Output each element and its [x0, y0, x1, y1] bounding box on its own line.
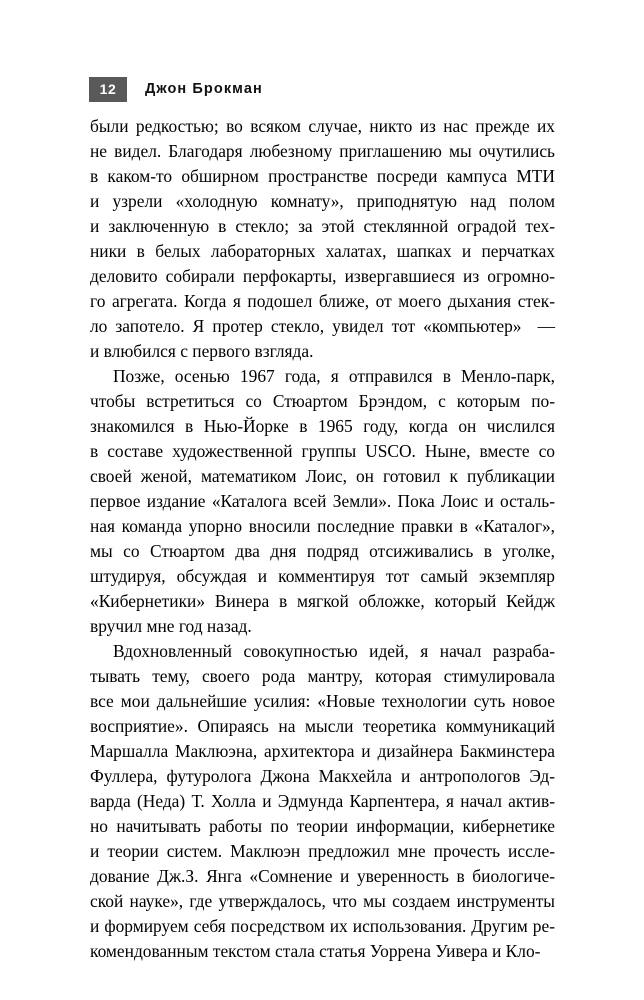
text-line: и теории систем. Маклюэн предложил мне прочесть иссле-: [90, 841, 555, 861]
text-line: тывать тему, своего рода мантру, которая стимулировала: [90, 666, 555, 686]
running-head-author: Джон Брокман: [145, 81, 263, 97]
text-line: ской науке», где утверждалось, что мы создаем инструменты: [90, 891, 555, 911]
text-line: вручил мне год назад.: [90, 616, 252, 636]
text-line: варда (Неда) Т. Холла и Эдмунда Карпентера, я начал актив-: [90, 791, 555, 811]
text-line: мы со Стюартом два дня подряд отсиживались в уголке,: [90, 541, 555, 561]
text-line: были редкостью; во всяком случае, никто из нас прежде их: [90, 116, 555, 136]
text-line: ло запотело. Я протер стекло, увидел тот «компьютер» —: [90, 316, 555, 336]
text-line: Вдохновленный совокупностью идей, я начал разраба-: [113, 641, 555, 661]
text-line: Маршалла Маклюэна, архитектора и дизайнера Бакминстера: [90, 741, 555, 761]
running-head: [89, 76, 263, 102]
paragraph: [90, 364, 555, 639]
text-line: чтобы встретиться со Стюартом Брэндом, с которым по-: [90, 391, 555, 411]
text-line: и формируем себя посредством их использования. Другим ре-: [90, 916, 555, 936]
paragraph: [90, 114, 555, 364]
text-line: первое издание «Каталога всей Земли». Пока Лоис и осталь-: [90, 491, 555, 511]
text-line: Позже, осенью 1967 года, я отправился в Менло-парк,: [113, 366, 555, 386]
text-line: деловито собирали перфокарты, извергавшиеся из огромно-: [90, 266, 555, 286]
text-line: в составе художественной группы USCO. Ныне, вместе со: [90, 441, 555, 461]
text-line: ная команда упорно вносили последние правки в «Каталог»,: [90, 516, 555, 536]
text-line: штудируя, обсуждая и комментируя тот самый экземпляр: [90, 566, 555, 586]
text-line: и заключенную в стекло; за этой стеклянной оградой тех-: [90, 216, 555, 236]
body-text-block: [90, 114, 555, 964]
text-line: Фуллера, футуролога Джона Макхейла и антропологов Эд-: [90, 766, 555, 786]
text-line: своей женой, математиком Лоис, он готовил к публикации: [90, 466, 555, 486]
text-line: в каком-то обширном пространстве посреди кампуса МТИ: [90, 166, 555, 186]
text-line: и узрели «холодную комнату», приподнятую над полом: [90, 191, 555, 211]
text-line: комендованным текстом стала статья Уоррена Уивера и Кло-: [90, 941, 541, 961]
text-line: и влюбился с первого взгляда.: [90, 341, 314, 361]
text-line: знакомился в Нью-Йорке в 1965 году, когда он числился: [90, 416, 555, 436]
paragraph: [90, 639, 555, 964]
page-number-badge: 12: [89, 77, 127, 102]
text-line: «Кибернетики» Винера в мягкой обложке, который Кейдж: [90, 591, 555, 611]
text-line: дование Дж.З. Янга «Сомнение и уверенность в биологиче-: [90, 866, 555, 886]
text-line: все мои дальнейшие усилия: «Новые технологии суть новое: [90, 691, 555, 711]
text-line: го агрегата. Когда я подошел ближе, от моего дыхания стек-: [90, 291, 555, 311]
text-line: не видел. Благодаря любезному приглашению мы очутились: [90, 141, 555, 161]
text-line: но начитывать работы по теории информации, кибернетике: [90, 816, 555, 836]
text-line: ники в белых лабораторных халатах, шапках и перчатках: [90, 241, 555, 261]
text-line: восприятие». Опираясь на мысли теоретика коммуникаций: [90, 716, 555, 736]
